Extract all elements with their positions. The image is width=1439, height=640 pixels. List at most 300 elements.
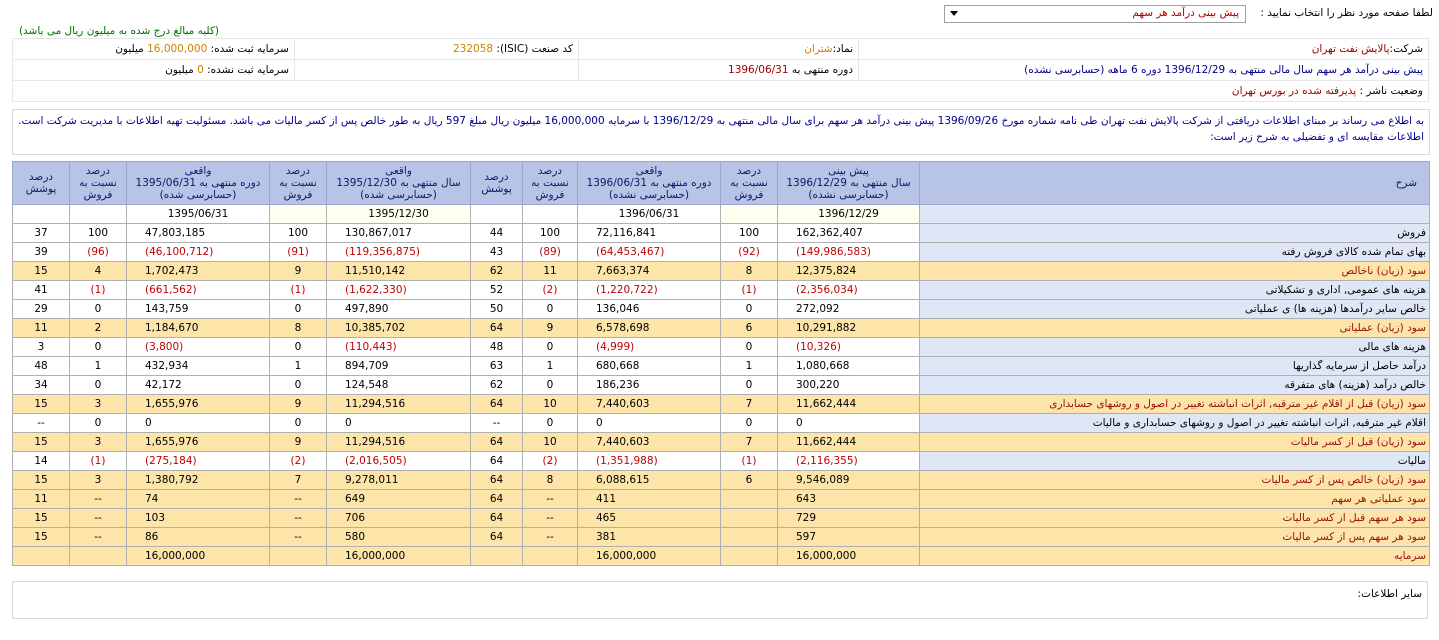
status-label: وضعیت ناشر : — [1359, 85, 1423, 97]
cell-actual1-coverage: 64 — [471, 452, 523, 471]
pct-l2: نسبت به — [279, 177, 317, 189]
company-label: شرکت: — [1389, 43, 1423, 55]
cell-forecast-pct: 0 — [721, 414, 778, 433]
col-header-actual3-l1: واقعی — [184, 165, 212, 177]
cell-forecast-value: 643 — [778, 490, 920, 509]
cell-actual3-pct: 0 — [70, 376, 127, 395]
cell-actual3-pct: (1) — [70, 281, 127, 300]
row-label: سود (زیان) عملیاتی — [920, 319, 1430, 338]
cell-actual1-value: 7,663,374 — [578, 262, 721, 281]
cell-actual3-value: 1,655,976 — [127, 433, 270, 452]
cell-actual1-value: 6,088,615 — [578, 471, 721, 490]
cell-actual1-pct: 0 — [523, 300, 578, 319]
table-row — [13, 262, 1430, 281]
cell-actual2-pct: 9 — [270, 262, 327, 281]
table-row — [13, 300, 1430, 319]
cell-actual3-value: 16,000,000 — [127, 547, 270, 566]
row-label: اقلام غیر مترقبه, اثرات انباشته تغییر در اصول و روشهای حسابداری و مالیات — [920, 414, 1430, 433]
cell-actual2-value: (119,356,875) — [327, 243, 471, 262]
pct-l1: درصد — [85, 165, 111, 177]
col-header-pct3 — [270, 162, 327, 205]
cell-actual1-value: 186,236 — [578, 376, 721, 395]
cell-actual2-value: 124,548 — [327, 376, 471, 395]
cell-actual3-value: (275,184) — [127, 452, 270, 471]
cell-actual2-pct: (2) — [270, 452, 327, 471]
date-row-label — [920, 205, 1430, 224]
cell-actual2-pct: 100 — [270, 224, 327, 243]
cell-actual2-value: 16,000,000 — [327, 547, 471, 566]
row-label: سود (زیان) قبل از کسر مالیات — [920, 433, 1430, 452]
reg-capital-label: سرمایه ثبت شده: — [210, 43, 289, 55]
symbol-cell — [579, 39, 859, 60]
cell-actual2-value: (1,622,330) — [327, 281, 471, 300]
cell-actual1-pct: (89) — [523, 243, 578, 262]
cell-forecast-value: 0 — [778, 414, 920, 433]
reg-capital-cell — [13, 39, 295, 60]
cell-actual3-coverage: 15 — [13, 528, 70, 547]
date-actual1: 1396/06/31 — [578, 205, 721, 224]
cell-actual1-pct: 0 — [523, 338, 578, 357]
cell-actual3-value: 42,172 — [127, 376, 270, 395]
cell-forecast-pct: (92) — [721, 243, 778, 262]
col-header-actual1-l1: واقعی — [635, 165, 663, 177]
company-info-table — [12, 38, 1429, 102]
symbol-value: شتران — [804, 43, 833, 55]
cov-l1: درصد — [484, 171, 509, 183]
cell-actual3-coverage: 39 — [13, 243, 70, 262]
table-row — [13, 338, 1430, 357]
cell-actual3-value: (46,100,712) — [127, 243, 270, 262]
table-row — [13, 395, 1430, 414]
period-label: دوره منتهی به — [791, 64, 853, 76]
cell-actual2-value: 11,510,142 — [327, 262, 471, 281]
cell-actual3-coverage: -- — [13, 414, 70, 433]
cell-forecast-value: 11,662,444 — [778, 433, 920, 452]
cell-actual1-coverage: 64 — [471, 528, 523, 547]
cell-actual3-value: (3,800) — [127, 338, 270, 357]
cell-forecast-value: 729 — [778, 509, 920, 528]
col-header-cov1 — [471, 162, 523, 205]
page-selector-bar — [0, 2, 1439, 24]
cell-actual1-pct: 0 — [523, 376, 578, 395]
cell-actual3-pct: 100 — [70, 224, 127, 243]
cell-actual1-value: (1,220,722) — [578, 281, 721, 300]
unreg-capital-label: سرمایه ثبت نشده: — [207, 64, 289, 76]
cell-forecast-pct: 8 — [721, 262, 778, 281]
eps-forecast-table — [12, 161, 1430, 566]
cell-actual1-coverage: 44 — [471, 224, 523, 243]
cell-actual3-value: 1,380,792 — [127, 471, 270, 490]
cell-actual1-value: 72,116,841 — [578, 224, 721, 243]
table-row — [13, 376, 1430, 395]
date-blank — [13, 205, 70, 224]
col-header-cov2 — [13, 162, 70, 205]
row-label: خالص درآمد (هزینه) های متفرقه — [920, 376, 1430, 395]
col-header-pct1 — [721, 162, 778, 205]
cell-actual3-value: 86 — [127, 528, 270, 547]
row-label: سود هر سهم قبل از کسر مالیات — [920, 509, 1430, 528]
cell-actual1-pct: 1 — [523, 357, 578, 376]
cell-forecast-value: 162,362,407 — [778, 224, 920, 243]
cell-forecast-value: (2,356,034) — [778, 281, 920, 300]
table-row — [13, 547, 1430, 566]
row-label: هزینه های عمومی, اداری و تشکیلاتی — [920, 281, 1430, 300]
table-row — [13, 528, 1430, 547]
cell-actual3-value: 1,184,670 — [127, 319, 270, 338]
date-forecast: 1396/12/29 — [778, 205, 920, 224]
cell-actual1-value: (1,351,988) — [578, 452, 721, 471]
cell-actual3-coverage: 15 — [13, 395, 70, 414]
cell-actual3-pct: 2 — [70, 319, 127, 338]
row-label: سود عملیاتی هر سهم — [920, 490, 1430, 509]
cell-actual3-pct: 3 — [70, 395, 127, 414]
cell-actual2-pct: 7 — [270, 471, 327, 490]
cell-forecast-value: 1,080,668 — [778, 357, 920, 376]
date-actual2: 1395/12/30 — [327, 205, 471, 224]
cell-actual3-coverage: 15 — [13, 433, 70, 452]
cell-actual3-pct: (1) — [70, 452, 127, 471]
table-header-row — [13, 162, 1430, 205]
cell-forecast-pct — [721, 547, 778, 566]
cov-l2: پوشش — [25, 183, 57, 195]
cell-actual2-pct: 0 — [270, 300, 327, 319]
col-header-actual2-l2: سال منتهی به 1395/12/30 — [336, 177, 461, 189]
cell-forecast-pct: 0 — [721, 338, 778, 357]
cell-forecast-pct: (1) — [721, 452, 778, 471]
cell-actual1-pct: 10 — [523, 433, 578, 452]
symbol-label: نماد: — [832, 43, 853, 55]
row-label: سود (زیان) خالص پس از کسر مالیات — [920, 471, 1430, 490]
pct-l3: فروش — [734, 189, 764, 201]
cell-forecast-pct: 6 — [721, 319, 778, 338]
cell-forecast-pct: 0 — [721, 376, 778, 395]
cell-forecast-pct: 1 — [721, 357, 778, 376]
col-header-actual2-l1: واقعی — [385, 165, 412, 177]
other-info-box — [12, 581, 1428, 619]
cov-l1: درصد — [28, 171, 54, 183]
cell-forecast-pct: 100 — [721, 224, 778, 243]
cell-actual1-pct: -- — [523, 490, 578, 509]
cell-actual3-coverage: 15 — [13, 509, 70, 528]
cell-forecast-pct: 7 — [721, 395, 778, 414]
cell-actual3-pct: 3 — [70, 471, 127, 490]
cell-forecast-pct: (1) — [721, 281, 778, 300]
cell-actual3-pct — [70, 547, 127, 566]
row-label: سود (زیان) قبل از اقلام غیر مترقبه, اثرات انباشته تغییر در اصول و روشهای حسابداری — [920, 395, 1430, 414]
row-label: مالیات — [920, 452, 1430, 471]
cell-forecast-value: (2,116,355) — [778, 452, 920, 471]
cell-actual1-value: 381 — [578, 528, 721, 547]
table-row — [13, 224, 1430, 243]
cell-actual3-pct: 3 — [70, 433, 127, 452]
table-row — [13, 243, 1430, 262]
cell-actual1-coverage: 52 — [471, 281, 523, 300]
cell-actual1-pct: 9 — [523, 319, 578, 338]
cell-forecast-pct: 6 — [721, 471, 778, 490]
table-row — [13, 319, 1430, 338]
row-label: بهای تمام شده کالای فروش رفته — [920, 243, 1430, 262]
cell-actual2-pct: 1 — [270, 357, 327, 376]
table-row — [13, 433, 1430, 452]
cell-actual3-pct: 4 — [70, 262, 127, 281]
cell-forecast-pct — [721, 528, 778, 547]
cell-forecast-value: 597 — [778, 528, 920, 547]
cell-actual2-value: 11,294,516 — [327, 395, 471, 414]
cell-actual3-coverage: 41 — [13, 281, 70, 300]
cell-actual1-value: 411 — [578, 490, 721, 509]
cell-actual1-coverage: 43 — [471, 243, 523, 262]
page-selector-dropdown[interactable] — [944, 5, 1246, 23]
cell-actual1-value: 16,000,000 — [578, 547, 721, 566]
date-blank — [721, 205, 778, 224]
cell-actual1-value: 465 — [578, 509, 721, 528]
cell-actual3-coverage: 37 — [13, 224, 70, 243]
cell-forecast-pct — [721, 509, 778, 528]
cell-actual1-pct: (2) — [523, 452, 578, 471]
empty-cell — [295, 60, 579, 81]
cell-actual1-coverage: 64 — [471, 395, 523, 414]
cell-actual1-coverage: 48 — [471, 338, 523, 357]
cell-actual3-coverage: 15 — [13, 471, 70, 490]
col-header-desc: شرح — [920, 162, 1430, 205]
cell-actual1-pct: 8 — [523, 471, 578, 490]
cell-actual1-value: (4,999) — [578, 338, 721, 357]
row-label: درآمد حاصل از سرمایه گذاریها — [920, 357, 1430, 376]
row-label: سود (زیان) ناخالص — [920, 262, 1430, 281]
pct-l3: فروش — [283, 189, 313, 201]
pct-l3: فروش — [535, 189, 565, 201]
cell-forecast-pct: 0 — [721, 300, 778, 319]
cell-actual2-pct: -- — [270, 509, 327, 528]
cell-actual1-value: 7,440,603 — [578, 395, 721, 414]
row-label: سود هر سهم پس از کسر مالیات — [920, 528, 1430, 547]
pct-l3: فروش — [83, 189, 113, 201]
col-header-pct4 — [70, 162, 127, 205]
cell-actual3-coverage — [13, 547, 70, 566]
cell-actual3-pct: 0 — [70, 414, 127, 433]
cell-actual2-value: 894,709 — [327, 357, 471, 376]
cell-forecast-value: 16,000,000 — [778, 547, 920, 566]
cell-actual1-value: (64,453,467) — [578, 243, 721, 262]
col-header-actual3-l2: دوره منتهی به 1395/06/31 — [135, 177, 261, 189]
pct-l1: درصد — [537, 165, 563, 177]
cell-actual1-value: 6,578,698 — [578, 319, 721, 338]
col-header-forecast — [778, 162, 920, 205]
col-header-actual1-l2: دوره منتهی به 1396/06/31 — [586, 177, 712, 189]
cell-actual1-coverage — [471, 547, 523, 566]
cell-actual1-pct: (2) — [523, 281, 578, 300]
cell-actual1-pct: 10 — [523, 395, 578, 414]
cell-actual1-coverage: 64 — [471, 471, 523, 490]
cell-actual1-value: 680,668 — [578, 357, 721, 376]
cell-actual1-coverage: 64 — [471, 319, 523, 338]
cell-actual1-value: 7,440,603 — [578, 433, 721, 452]
cell-actual3-value: 74 — [127, 490, 270, 509]
cell-actual2-pct: 8 — [270, 319, 327, 338]
cell-actual2-pct: 0 — [270, 414, 327, 433]
cell-actual3-coverage: 11 — [13, 490, 70, 509]
cell-actual1-pct: 100 — [523, 224, 578, 243]
cell-forecast-value: 300,220 — [778, 376, 920, 395]
col-header-actual3-l3: (حسابرسی شده) — [159, 189, 237, 201]
cell-forecast-pct: 7 — [721, 433, 778, 452]
isic-label: کد صنعت (ISIC): — [496, 43, 573, 55]
page-selector-label: لطفا صفحه مورد نظر را انتخاب نمایید : — [1260, 7, 1433, 19]
cell-actual2-pct: -- — [270, 490, 327, 509]
cell-actual1-pct: 11 — [523, 262, 578, 281]
page-selector-value: پیش بینی درآمد هر سهم — [1132, 7, 1239, 19]
cell-actual3-pct: (96) — [70, 243, 127, 262]
cell-actual2-pct: 0 — [270, 338, 327, 357]
company-cell — [859, 39, 1429, 60]
report-title-cell — [859, 60, 1429, 81]
cell-actual2-value: 10,385,702 — [327, 319, 471, 338]
row-label: هزینه های مالی — [920, 338, 1430, 357]
cell-actual1-coverage: 62 — [471, 262, 523, 281]
cell-actual3-value: 143,759 — [127, 300, 270, 319]
cell-actual2-value: (110,443) — [327, 338, 471, 357]
pct-l1: درصد — [285, 165, 311, 177]
announcement-text: به اطلاع می رساند بر مبنای اطلاعات دریافتی از شرکت پالایش نفت تهران طی نامه شماره مورخ 1396/09/26 پیش بینی درآمد هر سهم برای سال مالی منتهی به 1396/12/29 با سرمایه 16,000,000 میلیون ریال مبلغ 597 ریال به طور خالص پس از کسر مالیات می باشد. مسئولیت تهیه اطلاعات با مدیریت شرکت است. اطلاعات مقایسه ای و تفضیلی به شرح زیر است: — [12, 109, 1430, 155]
cell-actual2-pct: 9 — [270, 395, 327, 414]
company-value: پالایش نفت تهران — [1311, 43, 1390, 55]
report-title: پیش بینی درآمد هر سهم سال مالی منتهی به 1396/12/29 دوره 6 ماهه (حسابرسی نشده) — [1024, 64, 1423, 76]
table-row — [13, 452, 1430, 471]
cell-actual1-coverage: 64 — [471, 433, 523, 452]
table-row — [13, 471, 1430, 490]
cell-forecast-value: 272,092 — [778, 300, 920, 319]
cell-actual1-coverage: -- — [471, 414, 523, 433]
cell-actual2-value: 130,867,017 — [327, 224, 471, 243]
cell-actual3-coverage: 48 — [13, 357, 70, 376]
pct-l2: نسبت به — [531, 177, 569, 189]
cell-actual3-value: (661,562) — [127, 281, 270, 300]
reg-capital-unit: میلیون — [115, 43, 144, 55]
cell-forecast-value: 11,662,444 — [778, 395, 920, 414]
unreg-capital-value: 0 — [197, 64, 204, 76]
table-row — [13, 509, 1430, 528]
cell-actual1-coverage: 62 — [471, 376, 523, 395]
cell-actual2-value: 0 — [327, 414, 471, 433]
cell-actual3-coverage: 29 — [13, 300, 70, 319]
row-label: خالص سایر درآمدها (هزینه ها) ی عملیاتی — [920, 300, 1430, 319]
col-header-actual2 — [327, 162, 471, 205]
cell-actual2-pct: -- — [270, 528, 327, 547]
cell-actual1-pct — [523, 547, 578, 566]
cell-actual1-coverage: 50 — [471, 300, 523, 319]
table-row — [13, 281, 1430, 300]
other-info-label: سایر اطلاعات: — [1357, 588, 1422, 600]
cell-forecast-value: 10,291,882 — [778, 319, 920, 338]
col-header-forecast-l2: سال منتهی به 1396/12/29 — [786, 177, 911, 189]
col-header-forecast-l3: (حسابرسی نشده) — [808, 189, 889, 201]
date-row — [13, 205, 1430, 224]
cell-actual3-coverage: 15 — [13, 262, 70, 281]
cell-actual3-pct: 0 — [70, 300, 127, 319]
cell-actual3-pct: 0 — [70, 338, 127, 357]
date-actual3: 1395/06/31 — [127, 205, 270, 224]
cell-actual1-pct: -- — [523, 528, 578, 547]
pct-l2: نسبت به — [79, 177, 117, 189]
cell-actual1-value: 0 — [578, 414, 721, 433]
cell-actual3-pct: -- — [70, 528, 127, 547]
cell-actual3-coverage: 34 — [13, 376, 70, 395]
cell-actual3-coverage: 11 — [13, 319, 70, 338]
chevron-down-icon[interactable] — [950, 11, 958, 16]
cell-actual3-value: 0 — [127, 414, 270, 433]
cell-actual3-pct: 1 — [70, 357, 127, 376]
cell-actual3-pct: -- — [70, 490, 127, 509]
col-header-actual3 — [127, 162, 270, 205]
col-header-forecast-l1: پیش بینی — [828, 165, 869, 177]
cell-actual1-pct: -- — [523, 509, 578, 528]
currency-note: (کلیه مبالغ درج شده به میلیون ریال می باشد) — [18, 25, 219, 37]
cell-actual1-coverage: 64 — [471, 509, 523, 528]
date-blank — [270, 205, 327, 224]
cov-l2: پوشش — [481, 183, 512, 195]
date-blank — [471, 205, 523, 224]
pct-l2: نسبت به — [730, 177, 768, 189]
col-header-pct2 — [523, 162, 578, 205]
cell-actual2-pct: 9 — [270, 433, 327, 452]
row-label: فروش — [920, 224, 1430, 243]
period-cell — [579, 60, 859, 81]
row-label: سرمایه — [920, 547, 1430, 566]
cell-actual3-coverage: 3 — [13, 338, 70, 357]
isic-value: 232058 — [452, 43, 494, 55]
cell-actual1-coverage: 64 — [471, 490, 523, 509]
cell-actual2-pct: (1) — [270, 281, 327, 300]
status-cell — [13, 81, 1429, 102]
pct-l1: درصد — [736, 165, 762, 177]
col-header-actual2-l3: (حسابرسی شده) — [360, 189, 437, 201]
cell-actual3-value: 103 — [127, 509, 270, 528]
cell-actual2-pct: (91) — [270, 243, 327, 262]
date-blank — [523, 205, 578, 224]
period-value: 1396/06/31 — [728, 64, 789, 76]
table-row — [13, 357, 1430, 376]
cell-actual2-value: 649 — [327, 490, 471, 509]
cell-actual2-value: (2,016,505) — [327, 452, 471, 471]
cell-actual2-value: 706 — [327, 509, 471, 528]
cell-forecast-value: (149,986,583) — [778, 243, 920, 262]
cell-actual2-value: 497,890 — [327, 300, 471, 319]
cell-actual3-value: 47,803,185 — [127, 224, 270, 243]
unreg-capital-cell — [13, 60, 295, 81]
cell-actual1-coverage: 63 — [471, 357, 523, 376]
col-header-actual1 — [578, 162, 721, 205]
cell-forecast-value: (10,326) — [778, 338, 920, 357]
date-blank — [70, 205, 127, 224]
cell-actual1-pct: 0 — [523, 414, 578, 433]
cell-actual3-value: 432,934 — [127, 357, 270, 376]
cell-forecast-value: 9,546,089 — [778, 471, 920, 490]
table-row — [13, 414, 1430, 433]
table-row — [13, 490, 1430, 509]
cell-actual2-pct — [270, 547, 327, 566]
cell-actual3-value: 1,702,473 — [127, 262, 270, 281]
col-header-actual1-l3: (حسابرسی نشده) — [608, 189, 690, 201]
cell-forecast-value: 12,375,824 — [778, 262, 920, 281]
cell-actual2-value: 11,294,516 — [327, 433, 471, 452]
isic-cell — [295, 39, 579, 60]
reg-capital-value: 16,000,000 — [147, 43, 208, 55]
cell-actual2-value: 580 — [327, 528, 471, 547]
cell-forecast-pct — [721, 490, 778, 509]
cell-actual2-pct: 0 — [270, 376, 327, 395]
cell-actual1-value: 136,046 — [578, 300, 721, 319]
cell-actual2-value: 9,278,011 — [327, 471, 471, 490]
